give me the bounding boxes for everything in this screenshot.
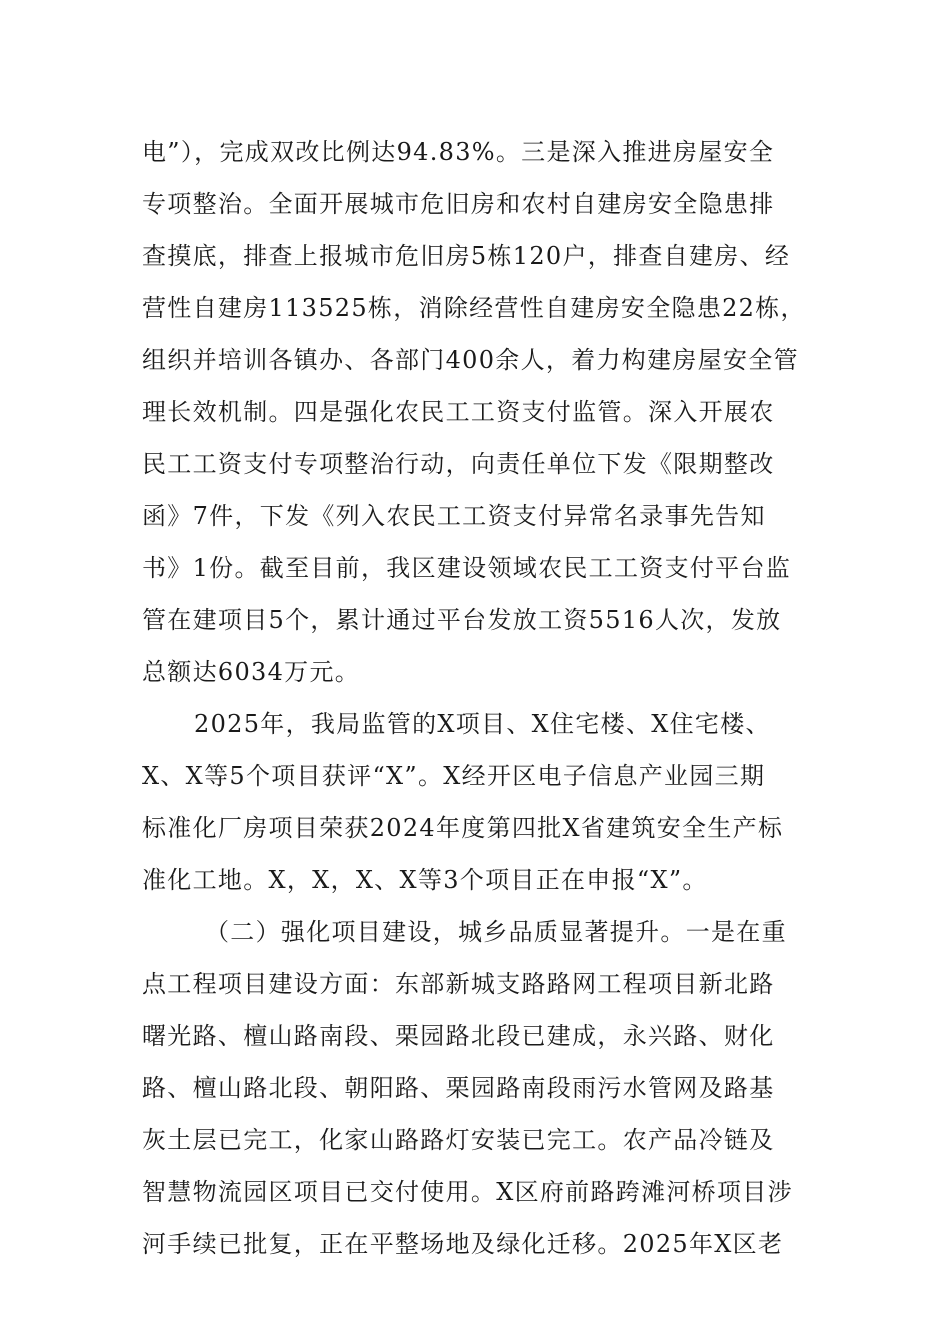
paragraph-line: 组织并培训各镇办、各部门400余人，着力构建房屋安全管 — [142, 346, 799, 374]
paragraph-line: 营性自建房113525栋，消除经营性自建房安全隐患22栋， — [142, 294, 806, 322]
paragraph-line: 民工工资支付专项整治行动，向责任单位下发《限期整改 — [142, 450, 775, 478]
paragraph-line: 管在建项目5个，累计通过平台发放工资5516人次，发放 — [142, 606, 782, 634]
paragraph-line: 总额达6034万元。 — [142, 658, 361, 686]
paragraph-line: 智慧物流园区项目已交付使用。X区府前路跨滩河桥项目涉 — [142, 1178, 793, 1206]
paragraph-line: 点工程项目建设方面：东部新城支路路网工程项目新北路 — [142, 970, 775, 998]
paragraph-line: 曙光路、檀山路南段、栗园路北段已建成，永兴路、财化 — [142, 1022, 775, 1050]
paragraph-line: 灰土层已完工，化家山路路灯安装已完工。农产品冷链及 — [142, 1126, 775, 1154]
paragraph-line: 专项整治。全面开展城市危旧房和农村自建房安全隐患排 — [142, 190, 775, 218]
paragraph-line: 书》1份。截至目前，我区建设领域农民工工资支付平台监 — [142, 554, 792, 582]
paragraph-line: 准化工地。X，X，X、X等3个项目正在申报“X”。 — [142, 866, 708, 894]
paragraph-line: 2025年，我局监管的X项目、X住宅楼、X住宅楼、 — [194, 710, 771, 738]
section-heading-line: （二）强化项目建设，城乡品质显著提升。一是在重 — [205, 918, 787, 946]
paragraph-line: 河手续已批复，正在平整场地及绿化迁移。2025年X区老 — [142, 1230, 784, 1258]
paragraph-line: 函》7件，下发《列入农民工工资支付异常名录事先告知 — [142, 502, 766, 530]
paragraph-line: X、X等5个项目获评“X”。X经开区电子信息产业园三期 — [142, 762, 766, 790]
paragraph-line: 理长效机制。四是强化农民工工资支付监管。深入开展农 — [142, 398, 775, 426]
paragraph-line: 查摸底，排查上报城市危旧房5栋120户，排查自建房、经 — [142, 242, 791, 270]
paragraph-line: 电”），完成双改比例达94.83%。三是深入推进房屋安全 — [142, 138, 775, 166]
paragraph-line: 标准化厂房项目荣获2024年度第四批X省建筑安全生产标 — [142, 814, 784, 842]
paragraph-line: 路、檀山路北段、朝阳路、栗园路南段雨污水管网及路基 — [142, 1074, 775, 1102]
